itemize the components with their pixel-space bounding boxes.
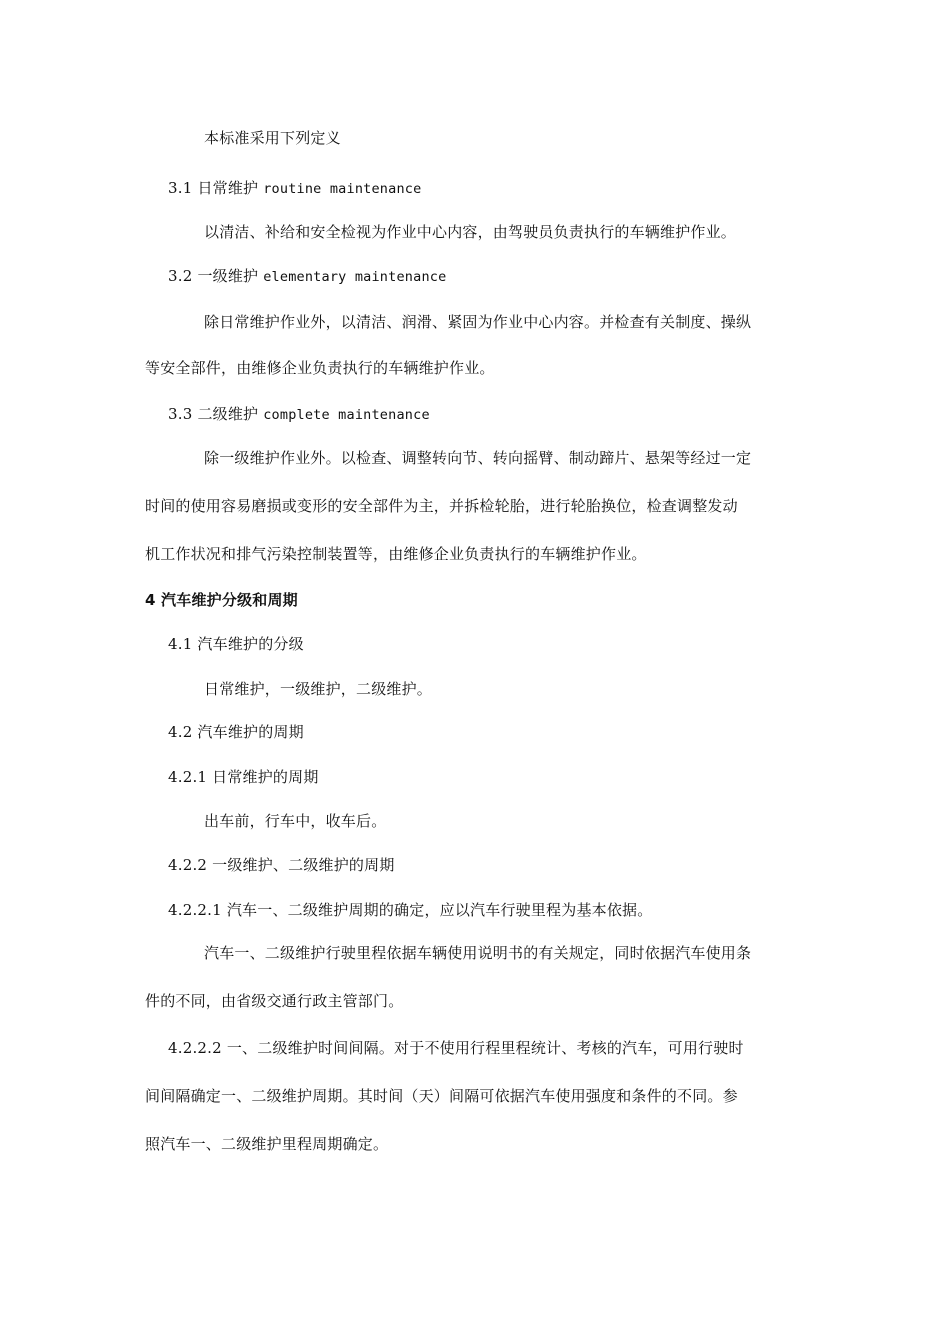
section-3-3-body-line-2: 时间的使用容易磨损或变形的安全部件为主，并拆检轮胎，进行轮胎换位，检查调整发动 <box>145 497 738 515</box>
section-number: 3.2 <box>168 267 193 285</box>
section-4-2-2-title: 4.2.2 一级维护、二级维护的周期 <box>168 856 395 874</box>
intro-text: 本标准采用下列定义 <box>204 129 341 147</box>
section-3-1-heading <box>168 178 421 199</box>
section-3-2-body-line-2: 等安全部件，由维修企业负责执行的车辆维护作业。 <box>145 359 495 377</box>
section-4-1-title: 4.1 汽车维护的分级 <box>168 635 304 653</box>
section-3-3-body-line-3: 机工作状况和排气污染控制装置等，由维修企业负责执行的车辆维护作业。 <box>145 545 647 563</box>
section-3-3-body-line-1: 除一级维护作业外。以检查、调整转向节、转向摇臂、制动蹄片、悬架等经过一定 <box>204 449 752 467</box>
section-4-2-1-title: 4.2.1 日常维护的周期 <box>168 768 319 786</box>
section-english-term: elementary maintenance <box>263 269 447 285</box>
section-4-2-1-body: 出车前，行车中，收车后。 <box>204 812 387 830</box>
section-number: 3.3 <box>168 405 193 423</box>
section-4-1-body: 日常维护，一级维护，二级维护。 <box>204 680 433 698</box>
section-4-2-2-2-line-1: 4.2.2.2 一、二级维护时间间隔。对于不使用行程里程统计、考核的汽车，可用行驶时 <box>168 1039 744 1057</box>
section-4-2-2-2-line-2: 间间隔确定一、二级维护周期。其时间（天）间隔可依据汽车使用强度和条件的不同。参 <box>145 1087 738 1105</box>
section-english-term: routine maintenance <box>263 181 422 197</box>
section-title: 一级维护 <box>197 267 259 285</box>
section-4-2-2-1-line: 4.2.2.1 汽车一、二级维护周期的确定，应以汽车行驶里程为基本依据。 <box>168 901 653 919</box>
section-4-heading: 4 汽车维护分级和周期 <box>145 591 298 609</box>
section-4-2-2-2-line-3: 照汽车一、二级维护里程周期确定。 <box>145 1135 389 1153</box>
section-title: 二级维护 <box>197 405 259 423</box>
section-4-2-title: 4.2 汽车维护的周期 <box>168 723 304 741</box>
section-4-2-2-1-body-line-2: 件的不同，由省级交通行政主管部门。 <box>145 992 404 1010</box>
section-3-1-body: 以清洁、补给和安全检视为作业中心内容，由驾驶员负责执行的车辆维护作业。 <box>204 223 737 241</box>
section-number: 3.1 <box>168 179 193 197</box>
section-3-3-heading <box>168 404 430 425</box>
section-english-term: complete maintenance <box>263 407 430 423</box>
section-3-2-heading <box>168 266 446 287</box>
section-4-2-2-1-body-line-1: 汽车一、二级维护行驶里程依据车辆使用说明书的有关规定，同时依据汽车使用条 <box>204 944 752 962</box>
section-title: 日常维护 <box>197 179 259 197</box>
section-3-2-body-line-1: 除日常维护作业外，以清洁、润滑、紧固为作业中心内容。并检查有关制度、操纵 <box>204 313 752 331</box>
